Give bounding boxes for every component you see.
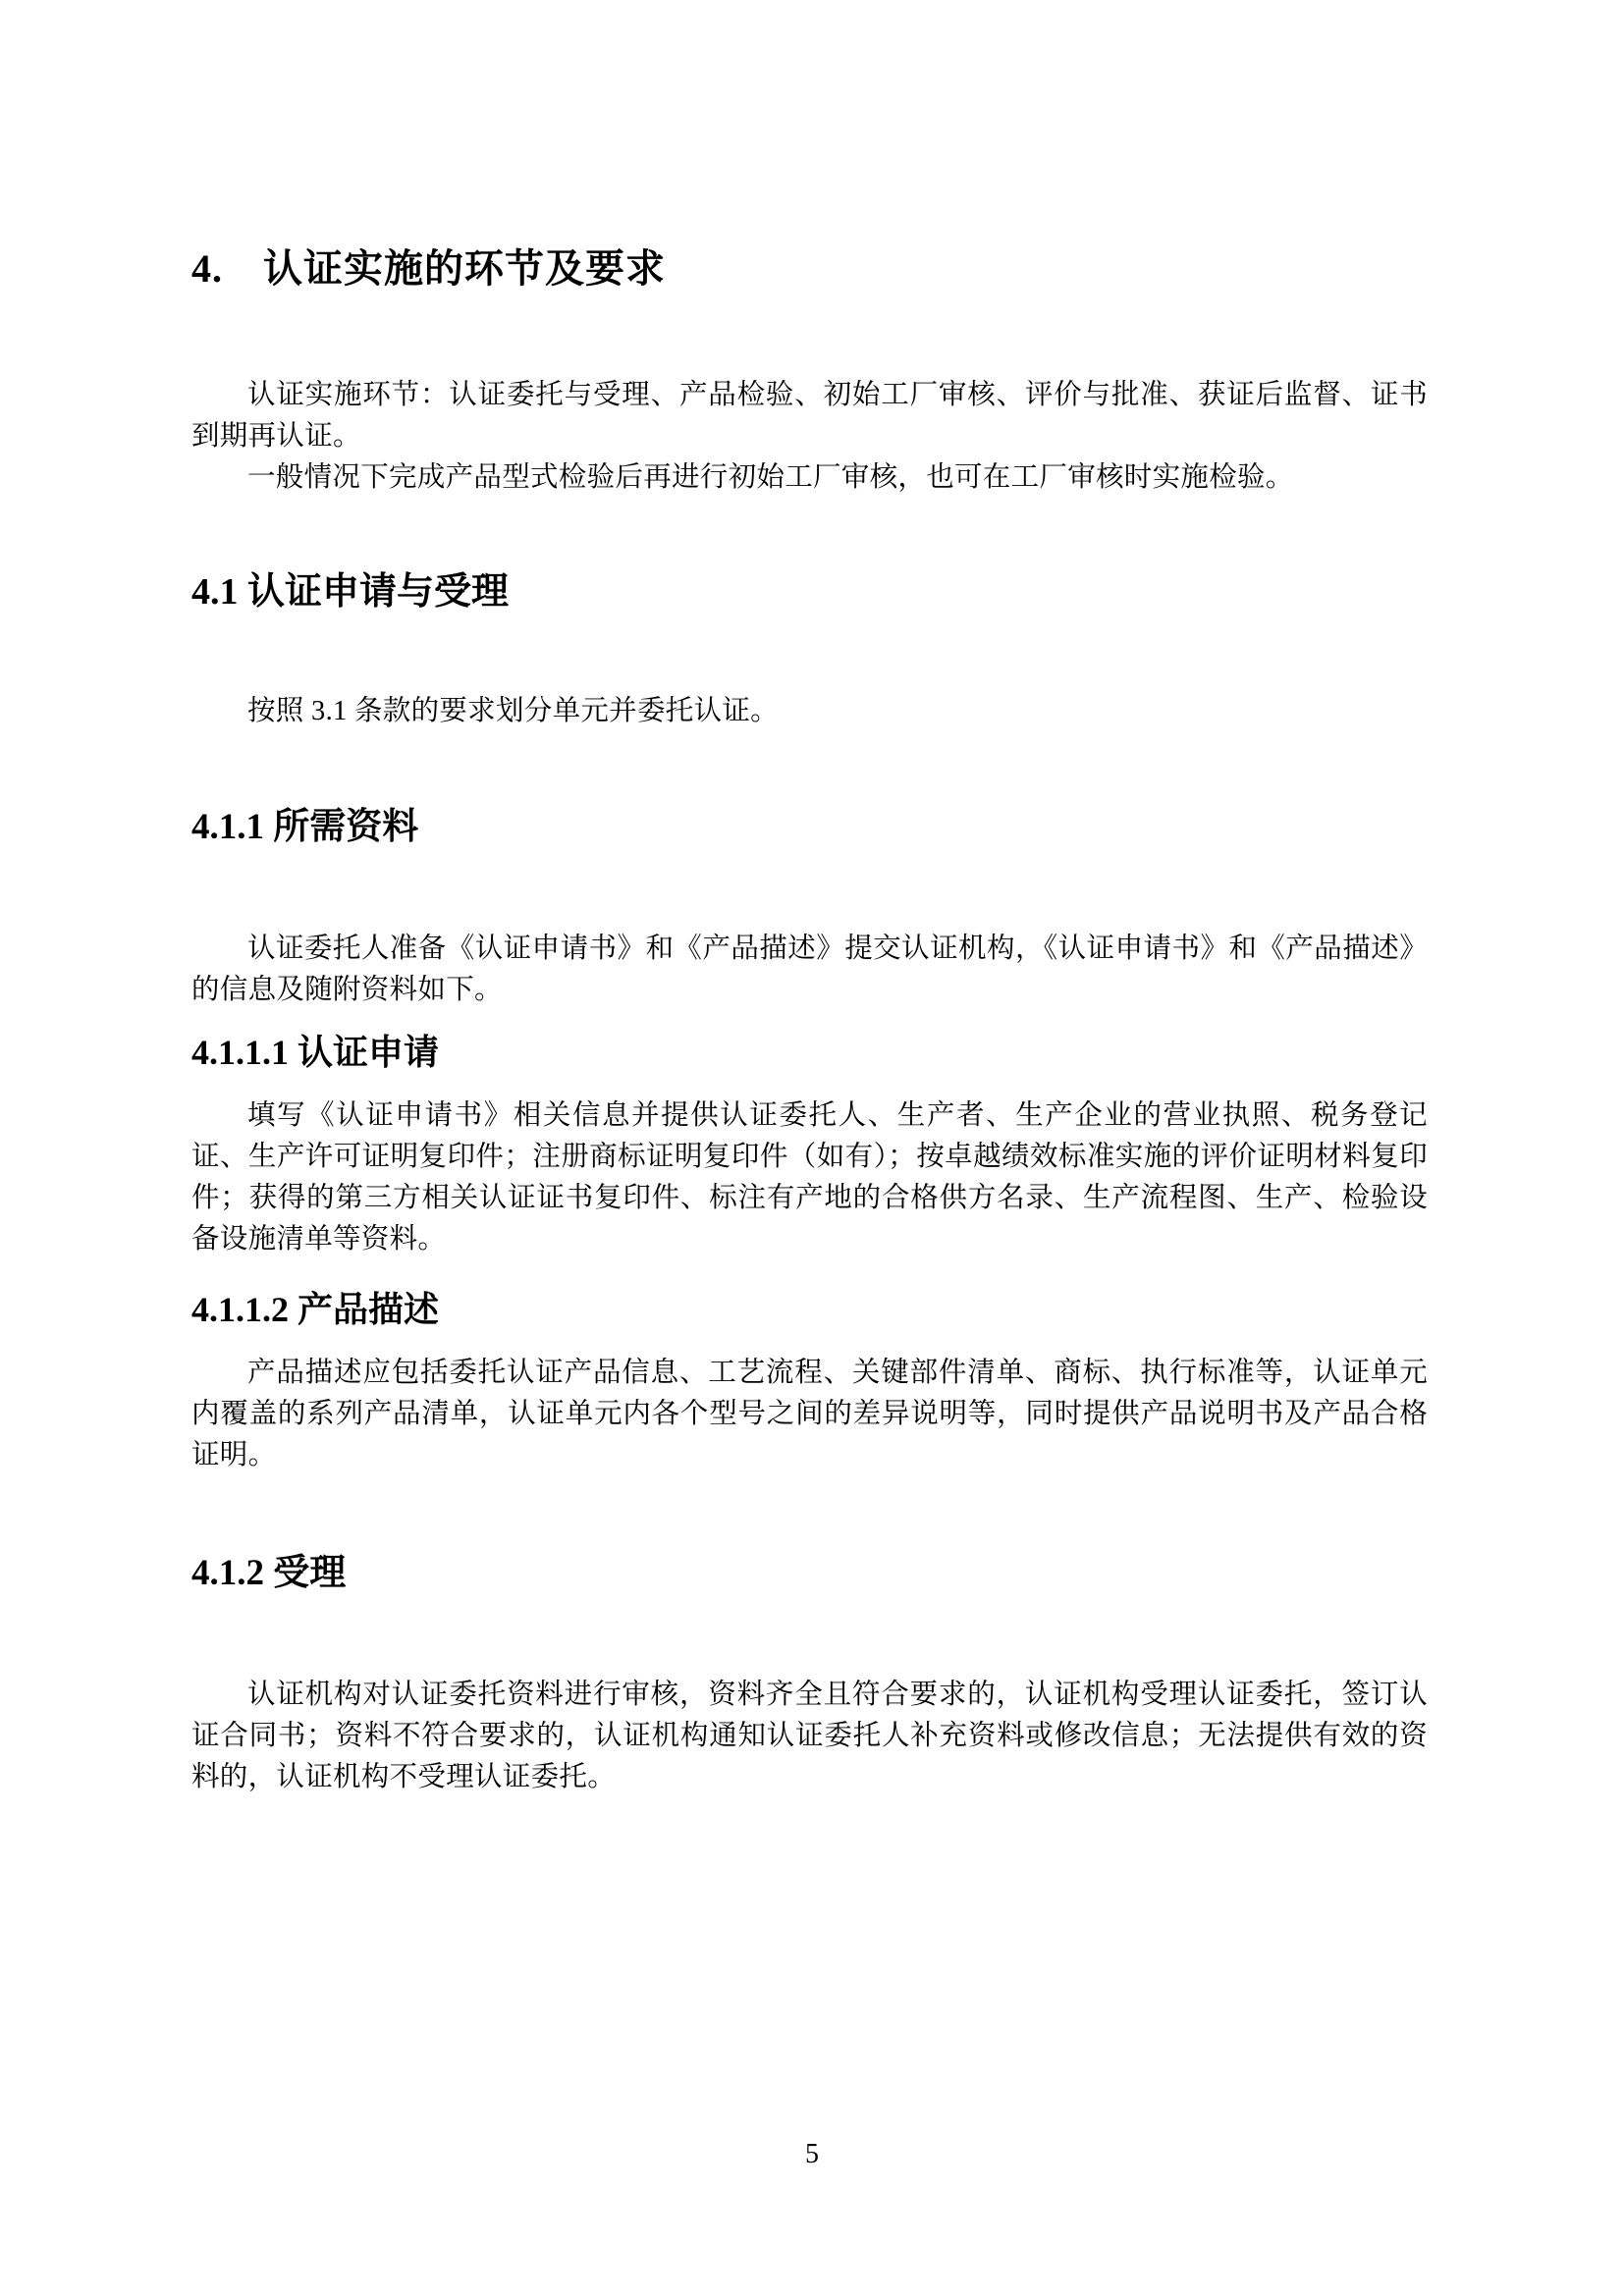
page-number: 5 xyxy=(805,2139,819,2169)
section-heading-4-1: 4.1 认证申请与受理 xyxy=(191,571,510,613)
section-heading-4-1-1-1: 4.1.1.1 认证申请 xyxy=(191,1033,440,1072)
paragraph-application-details: 填写《认证申请书》相关信息并提供认证委托人、生产者、生产企业的营业执照、税务登记证、生产许可证明复印件；注册商标证明复印件（如有）；按卓越绩效标准实施的评价证明材料复印件；获得的第三方相关认证证书复印件、标注有产地的合格供方名录、生产流程图、生产、检验设备设施清单等资料。 xyxy=(191,1100,1428,1255)
document-content xyxy=(191,245,1428,1798)
paragraph-certification-steps: 认证实施环节：认证委托与受理、产品检验、初始工厂审核、评价与批准、获证后监督、证书到期再认证。 xyxy=(191,380,1428,452)
paragraph-unit-division: 按照 3.1 条款的要求划分单元并委托认证。 xyxy=(247,696,779,726)
paragraph-product-description: 产品描述应包括委托认证产品信息、工艺流程、关键部件清单、商标、执行标准等，认证单元内覆盖的系列产品清单，认证单元内各个型号之间的差异说明等，同时提供产品说明书及产品合格证明。 xyxy=(191,1358,1428,1470)
paragraph-acceptance: 认证机构对认证委托资料进行审核，资料齐全且符合要求的，认证机构受理认证委托，签订认证合同书；资料不符合要求的，认证机构通知认证委托人补充资料或修改信息；无法提供有效的资料的，认证机构不受理认证委托。 xyxy=(191,1680,1428,1792)
section-heading-4-1-1-2: 4.1.1.2 产品描述 xyxy=(191,1290,440,1329)
paragraph-required-documents: 认证委托人准备《认证申请书》和《产品描述》提交认证机构，《认证申请书》和《产品描述》的信息及随附资料如下。 xyxy=(191,934,1428,1005)
section-heading-4-1-2: 4.1.2 受理 xyxy=(191,1553,347,1593)
paragraph-general-case: 一般情况下完成产品型式检验后再进行初始工厂审核，也可在工厂审核时实施检验。 xyxy=(247,462,1294,493)
section-heading-4-1-1: 4.1.1 所需资料 xyxy=(191,807,419,847)
section-heading-4: 4. 认证实施的环节及要求 xyxy=(191,246,666,291)
page-footer xyxy=(0,2139,1624,2170)
